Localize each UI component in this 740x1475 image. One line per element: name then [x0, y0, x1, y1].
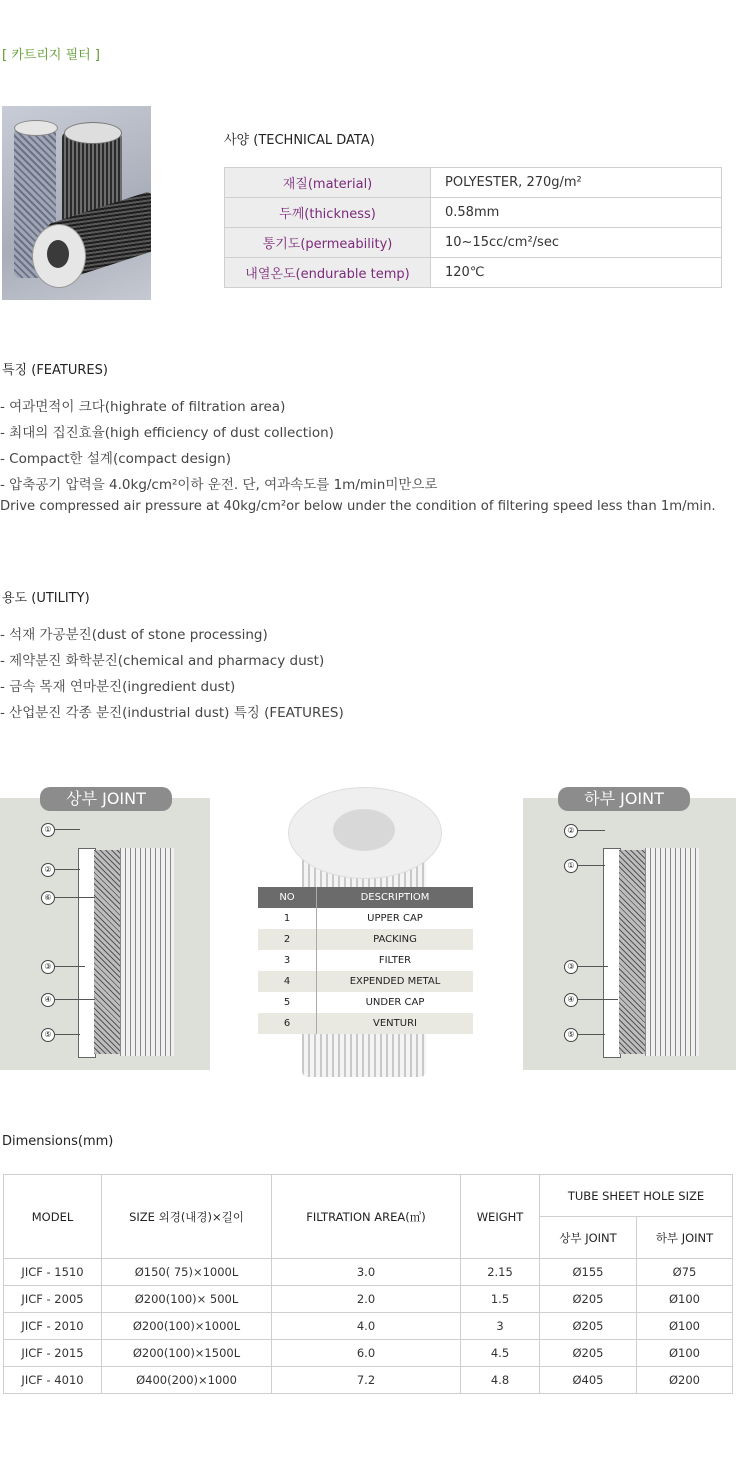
feature-line: - 여과면적이 크다(highrate of filtration area) [0, 399, 286, 415]
callout-line [55, 1034, 80, 1035]
cell-lower-joint: Ø100 [637, 1340, 733, 1367]
callout-line [55, 966, 85, 967]
cell-model: JICF - 2015 [4, 1340, 102, 1367]
callout-number: ① [564, 859, 578, 873]
spec-label: 통기도(permeability) [225, 228, 431, 258]
feature-line: - Compact한 설계(compact design) [0, 451, 231, 467]
table-row [4, 1367, 733, 1394]
part-number: 5 [258, 992, 317, 1013]
technical-data-title: 사양 (TECHNICAL DATA) [224, 133, 375, 148]
callout-number: ⑤ [564, 1028, 578, 1042]
callout-number: ③ [564, 960, 578, 974]
cell-upper-joint: Ø205 [540, 1286, 637, 1313]
spec-row [225, 168, 722, 198]
parts-row [258, 971, 473, 992]
callout-number: ③ [41, 960, 55, 974]
part-number: 4 [258, 971, 317, 992]
spec-value: POLYESTER, 270g/m² [431, 168, 722, 198]
part-description: PACKING [317, 929, 474, 950]
callout-number: ④ [564, 993, 578, 1007]
spec-row [225, 258, 722, 288]
cell-model: JICF - 1510 [4, 1259, 102, 1286]
cell-lower-joint: Ø100 [637, 1313, 733, 1340]
callout-line [578, 830, 605, 831]
callout-number: ① [41, 823, 55, 837]
callout-number: ⑤ [41, 1028, 55, 1042]
callout-line [55, 897, 95, 898]
part-description: FILTER [317, 950, 474, 971]
cell-area: 2.0 [272, 1286, 461, 1313]
spec-label: 내열온도(endurable temp) [225, 258, 431, 288]
filter-cap [14, 120, 58, 136]
cell-weight: 3 [461, 1313, 540, 1340]
feature-line: - 최대의 집진효율(high efficiency of dust collection) [0, 425, 334, 441]
header-lower-joint: 하부 JOINT [637, 1217, 733, 1259]
filter-cap [64, 122, 122, 144]
lower-joint-diagram [523, 798, 736, 1070]
parts-header-description: DESCRIPTIOM [317, 887, 474, 908]
feature-line: Drive compressed air pressure at 40kg/cm²or below under the condition of filtering speed less than 1m/min. [0, 499, 716, 514]
callout-line [578, 1034, 605, 1035]
spec-value: 120℃ [431, 258, 722, 288]
cell-weight: 4.5 [461, 1340, 540, 1367]
spec-value: 0.58mm [431, 198, 722, 228]
features-title: 특징 (FEATURES) [2, 363, 108, 378]
callout-number: ② [564, 824, 578, 838]
callout-line [578, 966, 608, 967]
cell-upper-joint: Ø155 [540, 1259, 637, 1286]
dimensions-title: Dimensions(mm) [2, 1134, 114, 1149]
pleated-filter [120, 848, 174, 1056]
cell-size: Ø400(200)×1000 [102, 1367, 272, 1394]
cell-model: JICF - 2005 [4, 1286, 102, 1313]
callout-number: ② [41, 863, 55, 877]
page-heading: [ 카트리지 필터 ] [2, 48, 100, 63]
part-description: UNDER CAP [317, 992, 474, 1013]
parts-row [258, 1013, 473, 1034]
pleated-filter [645, 848, 699, 1056]
cell-model: JICF - 2010 [4, 1313, 102, 1340]
cell-lower-joint: Ø100 [637, 1286, 733, 1313]
spec-value: 10~15cc/cm²/sec [431, 228, 722, 258]
callout-number: ⑥ [41, 891, 55, 905]
part-description: UPPER CAP [317, 908, 474, 929]
parts-table [258, 887, 473, 1034]
cell-size: Ø200(100)×1000L [102, 1313, 272, 1340]
feature-line: - 압축공기 압력을 4.0kg/cm²이하 운전. 단, 여과속도를 1m/min미만으로 [0, 477, 438, 493]
cell-size: Ø200(100)×1500L [102, 1340, 272, 1367]
cell-model: JICF - 4010 [4, 1367, 102, 1394]
expanded-metal [94, 850, 120, 1054]
upper-joint-title: 상부 JOINT [40, 787, 172, 811]
parts-row [258, 992, 473, 1013]
cell-area: 6.0 [272, 1340, 461, 1367]
spec-row [225, 198, 722, 228]
spec-label: 재질(material) [225, 168, 431, 198]
table-row [4, 1313, 733, 1340]
header-weight: WEIGHT [461, 1175, 540, 1259]
table-row [4, 1259, 733, 1286]
header-model: MODEL [4, 1175, 102, 1259]
utility-line: - 석재 가공분진(dust of stone processing) [0, 627, 268, 643]
technical-data-table [224, 167, 722, 288]
parts-header-no: NO [258, 887, 317, 908]
cell-lower-joint: Ø200 [637, 1367, 733, 1394]
table-row [4, 1286, 733, 1313]
callout-line [55, 999, 95, 1000]
spec-label: 두께(thickness) [225, 198, 431, 228]
upper-joint-diagram [0, 798, 210, 1070]
lower-joint-title: 하부 JOINT [558, 787, 690, 811]
filter-cap-hole [333, 809, 395, 851]
parts-row [258, 908, 473, 929]
cell-upper-joint: Ø205 [540, 1313, 637, 1340]
dimensions-table [3, 1174, 733, 1394]
part-number: 6 [258, 1013, 317, 1034]
cell-upper-joint: Ø405 [540, 1367, 637, 1394]
header-tube-sheet: TUBE SHEET HOLE SIZE [540, 1175, 733, 1217]
product-photo [2, 106, 151, 300]
cell-area: 4.0 [272, 1313, 461, 1340]
cell-size: Ø150( 75)×1000L [102, 1259, 272, 1286]
utility-line: - 금속 목재 연마분진(ingredient dust) [0, 679, 236, 695]
part-number: 3 [258, 950, 317, 971]
header-upper-joint: 상부 JOINT [540, 1217, 637, 1259]
utility-line: - 제약분진 화학분진(chemical and pharmacy dust) [0, 653, 325, 669]
cell-area: 7.2 [272, 1367, 461, 1394]
spec-row [225, 228, 722, 258]
callout-line [578, 999, 618, 1000]
table-row [4, 1340, 733, 1367]
utility-line: - 산업분진 각종 분진(industrial dust) 특징 (FEATURES) [0, 705, 344, 721]
callout-number: ④ [41, 993, 55, 1007]
cell-lower-joint: Ø75 [637, 1259, 733, 1286]
part-number: 1 [258, 908, 317, 929]
part-description: EXPENDED METAL [317, 971, 474, 992]
cell-area: 3.0 [272, 1259, 461, 1286]
header-filtration-area: FILTRATION AREA(㎥) [272, 1175, 461, 1259]
cell-weight: 2.15 [461, 1259, 540, 1286]
part-number: 2 [258, 929, 317, 950]
header-size: SIZE 외경(내경)×길이 [102, 1175, 272, 1259]
callout-line [55, 829, 80, 830]
cell-size: Ø200(100)× 500L [102, 1286, 272, 1313]
parts-row [258, 950, 473, 971]
cell-upper-joint: Ø205 [540, 1340, 637, 1367]
cell-weight: 1.5 [461, 1286, 540, 1313]
callout-line [55, 869, 80, 870]
parts-row [258, 929, 473, 950]
cell-weight: 4.8 [461, 1367, 540, 1394]
callout-line [578, 865, 605, 866]
filter-end-hole [47, 240, 69, 268]
expanded-metal [619, 850, 645, 1054]
part-description: VENTURI [317, 1013, 474, 1034]
utility-title: 용도 (UTILITY) [2, 591, 90, 606]
